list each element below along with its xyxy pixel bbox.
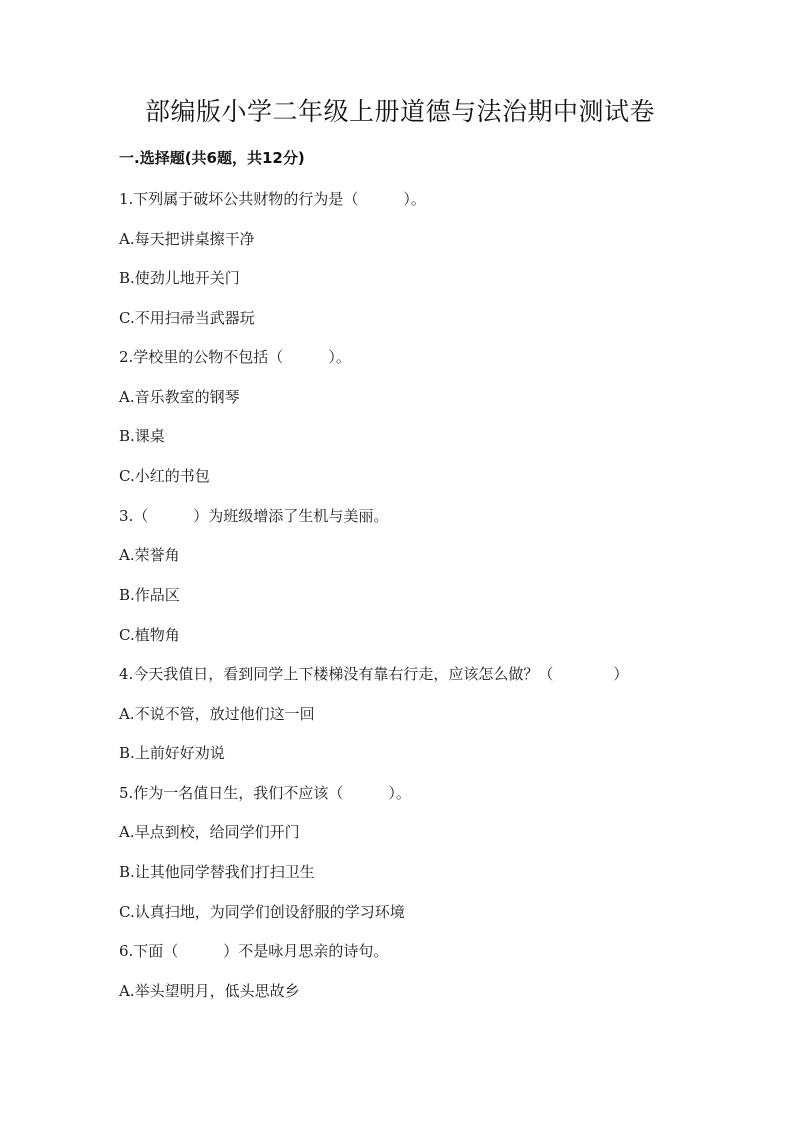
section-heading: 一.选择题(共6题，共12分) [119, 149, 305, 167]
question-5-option-b: B.让其他同学替我们打扫卫生 [119, 863, 315, 881]
question-2-option-a: A.音乐教室的钢琴 [119, 388, 240, 406]
question-1-option-b: B.使劲儿地开关门 [119, 269, 240, 287]
question-4: 4.今天我值日，看到同学上下楼梯没有靠右行走，应该怎么做？（ ） [119, 665, 629, 683]
question-6-option-a: A.举头望明月，低头思故乡 [119, 982, 300, 1000]
question-6: 6.下面（ ）不是咏月思亲的诗句。 [119, 942, 389, 960]
question-4-option-a: A.不说不管，放过他们这一回 [119, 705, 315, 723]
question-5-option-a: A.早点到校，给同学们开门 [119, 823, 300, 841]
page-title: 部编版小学二年级上册道德与法治期中测试卷 [144, 97, 655, 126]
question-1: 1.下列属于破坏公共财物的行为是（ ）。 [119, 190, 426, 208]
question-2: 2.学校里的公物不包括（ ）。 [119, 348, 351, 366]
question-5: 5.作为一名值日生，我们不应该（ ）。 [119, 784, 411, 802]
question-3: 3.（ ）为班级增添了生机与美丽。 [119, 507, 389, 525]
question-2-option-c: C.小红的书包 [119, 467, 210, 485]
question-3-option-c: C.植物角 [119, 626, 180, 644]
question-5-option-c: C.认真扫地，为同学们创设舒服的学习环境 [119, 903, 405, 921]
question-3-option-b: B.作品区 [119, 586, 180, 604]
question-3-option-a: A.荣誉角 [119, 546, 180, 564]
question-1-option-a: A.每天把讲桌擦干净 [119, 230, 255, 248]
question-4-option-b: B.上前好好劝说 [119, 744, 225, 762]
question-2-option-b: B.课桌 [119, 427, 165, 445]
question-1-option-c: C.不用扫帚当武器玩 [119, 309, 255, 327]
